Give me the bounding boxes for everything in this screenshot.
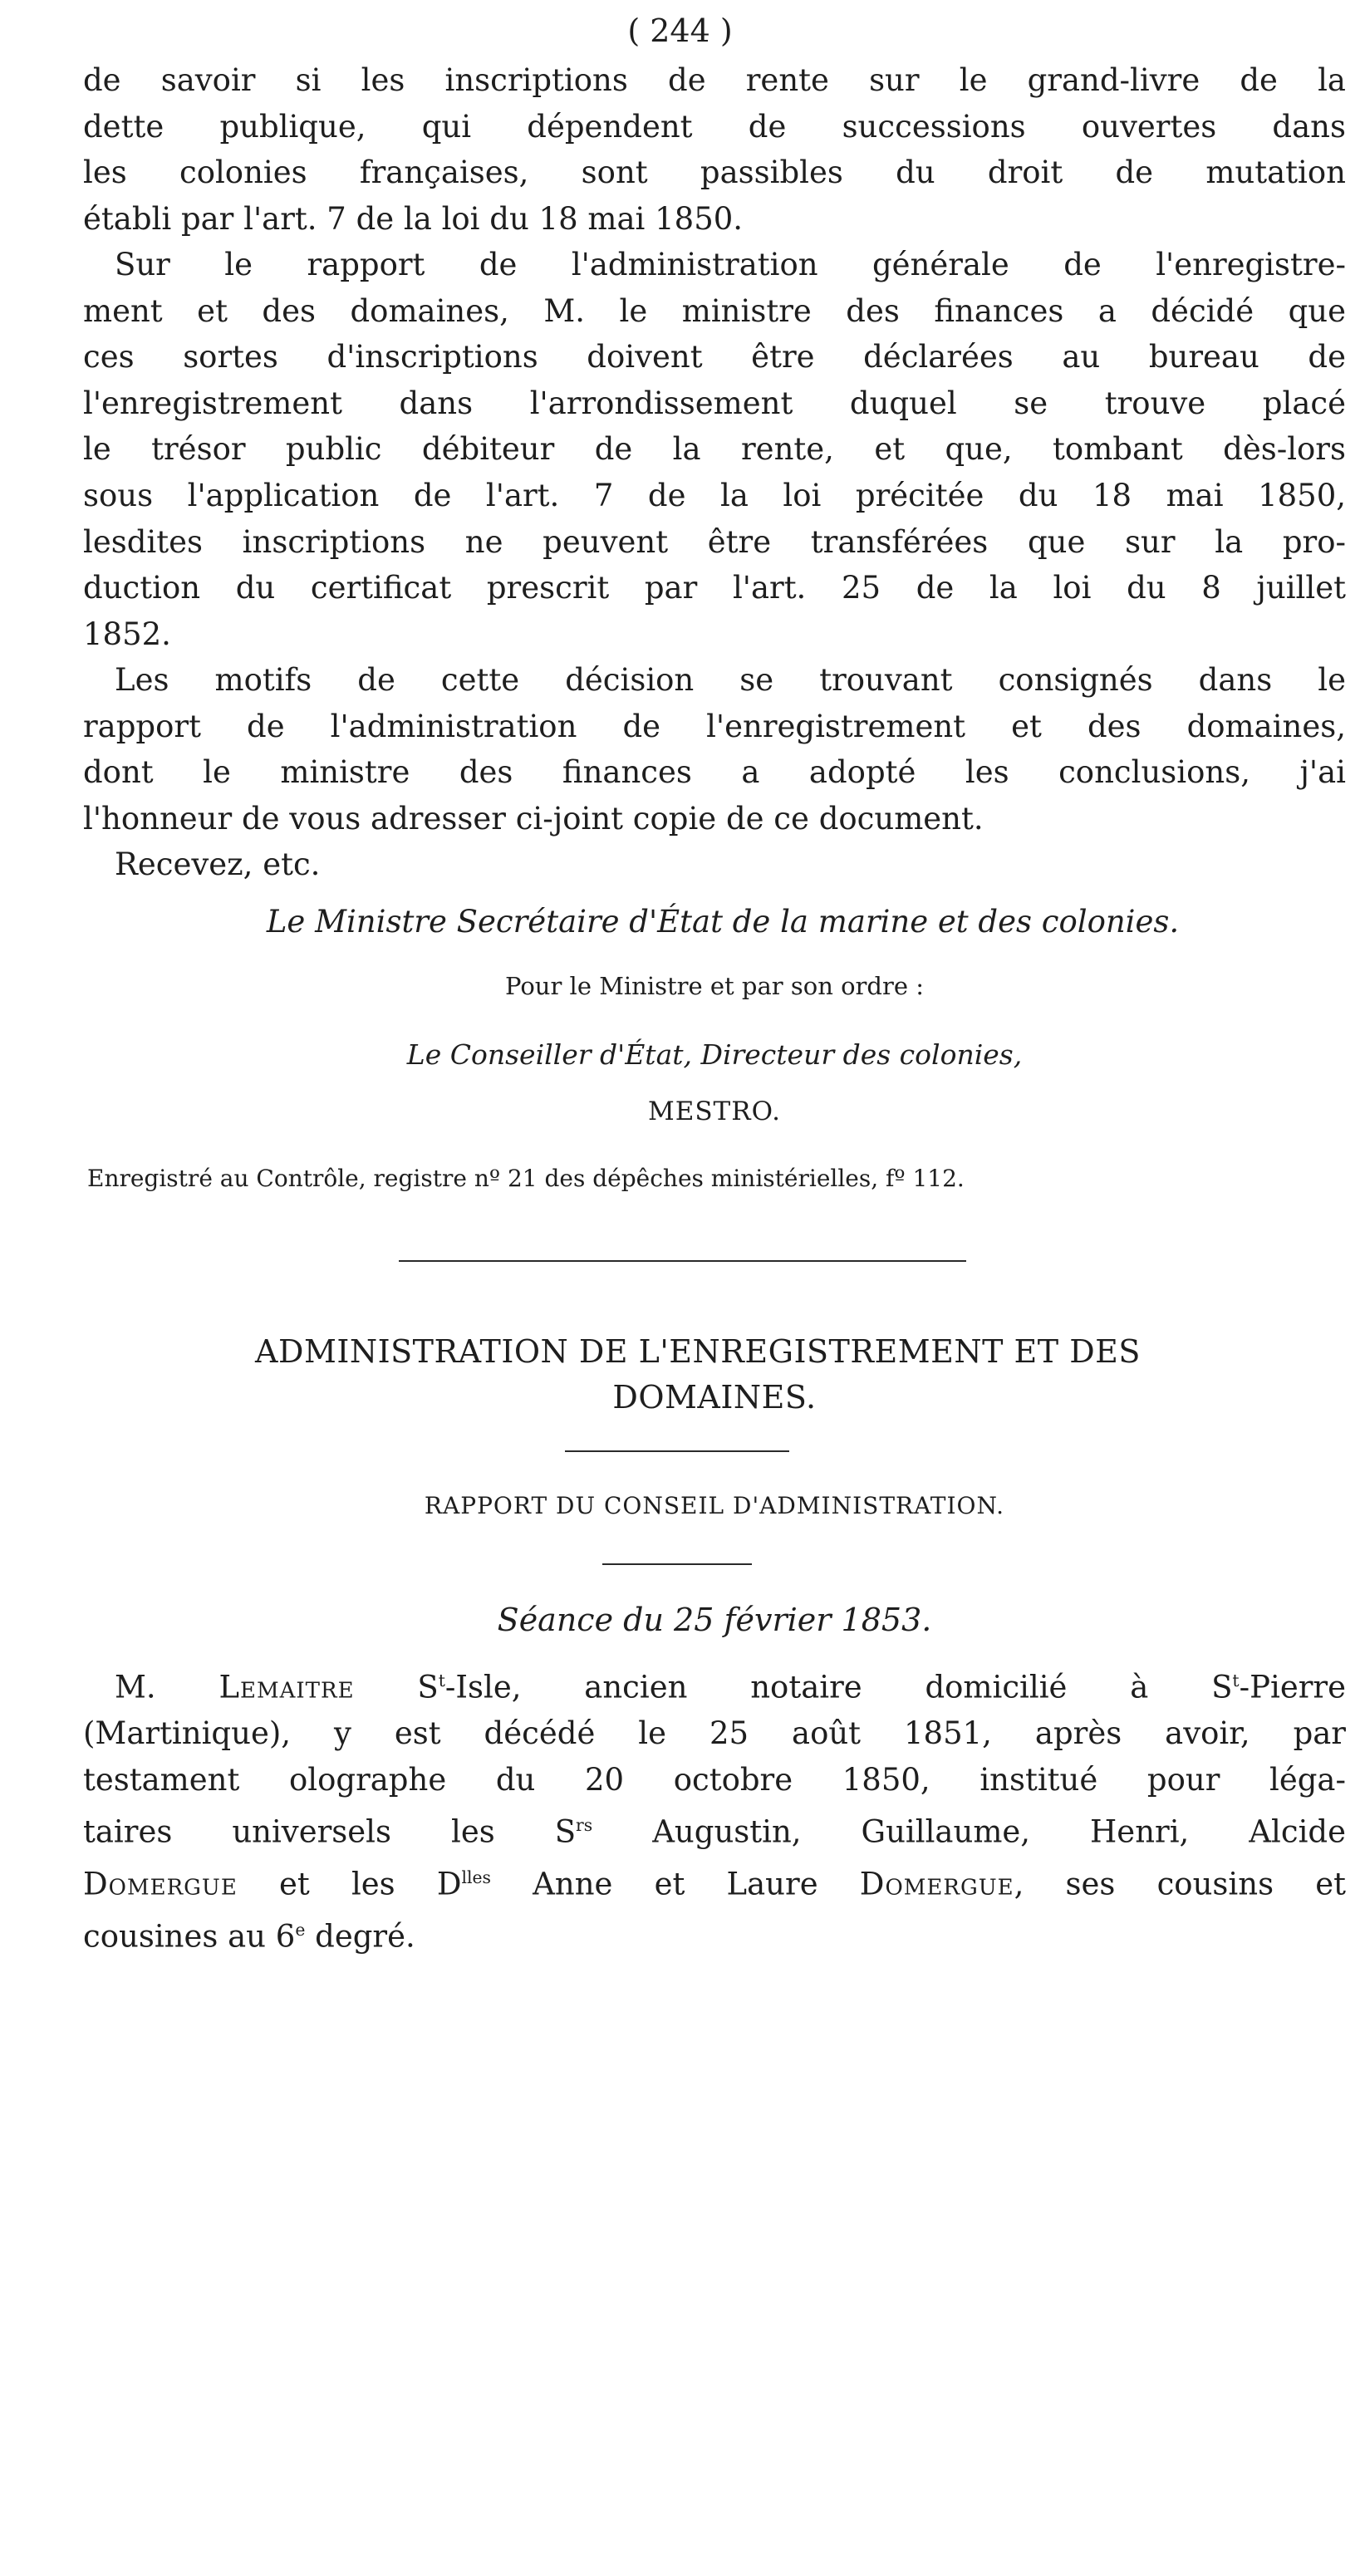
signature-conseiller: Le Conseiller d'État, Directeur des colonies, [406, 1038, 1023, 1071]
paragraph-decision [83, 242, 1346, 657]
text-run: S [354, 1669, 439, 1705]
signature-name: MESTRO. [647, 1097, 782, 1126]
paragraph-intro [83, 57, 1346, 242]
text-line: établi par l'art. 7 de la loi du 18 mai 1850. [83, 200, 744, 237]
text-line [83, 1907, 1346, 1960]
text-line: ces sortes d'inscriptions doivent être déclarées au bureau de [83, 339, 1346, 375]
section-heading-2 [83, 1379, 1346, 1416]
text-run: , ses cousins et [1014, 1866, 1346, 1902]
person-name: Domergue [859, 1866, 1014, 1902]
seance-date: Séance du 25 février 1853. [497, 1602, 932, 1638]
text-run: et les D [237, 1866, 462, 1902]
closing-line [83, 841, 1346, 888]
closing-text: Recevez, etc. [115, 846, 321, 882]
text-line: testament olographe du 20 octobre 1850, institué pour léga- [83, 1761, 1346, 1798]
text-line [83, 1855, 1346, 1907]
registration-text: Enregistré au Contrôle, registre nº 21 des dépêches ministérielles, fº 112. [87, 1165, 965, 1192]
text-line: Les motifs de cette décision se trouvant consignés dans le [115, 662, 1346, 698]
text-run: taires universels les S [83, 1813, 577, 1850]
text-run: Anne et Laure [491, 1866, 860, 1902]
text-line: Sur le rapport de l'administration générale de l'enregistre- [115, 247, 1346, 282]
paragraph-motives [83, 657, 1346, 841]
person-name: Lemaitre [218, 1669, 355, 1705]
text-line: les colonies françaises, sont passibles du droit de mutation [83, 155, 1346, 191]
signature-order: Pour le Ministre et par son ordre : [504, 972, 925, 1000]
person-name: Domergue [83, 1866, 238, 1902]
text-line [83, 1658, 1346, 1710]
separator-rule [399, 1260, 966, 1262]
subheading-wrap [83, 1492, 1346, 1519]
text-run: Augustin, Guillaume, Henri, Alcide [592, 1813, 1346, 1850]
text-run: degré. [305, 1918, 415, 1955]
text-line: dont le ministre des finances a adopté les conclusions, j'ai [83, 754, 1346, 791]
page-number: ( 244 ) [627, 12, 733, 49]
text-line: le trésor public débiteur de la rente, et que, tombant dès-lors [83, 431, 1346, 468]
registration-note [87, 1165, 1350, 1192]
text-line: rapport de l'administration de l'enregistrement et des domaines, [83, 708, 1346, 744]
superscript: t [1232, 1671, 1240, 1690]
superscript: t [438, 1671, 445, 1690]
text-line: de savoir si les inscriptions de rente sur le grand-livre de la [83, 62, 1346, 98]
text-line: l'enregistrement dans l'arrondissement duquel se trouve placé [83, 385, 1346, 421]
superscript: rs [576, 1815, 593, 1836]
minister-title: Le Ministre Secrétaire d'État de la marine et des colonies. [266, 904, 1180, 940]
text-line: 1852. [83, 616, 171, 652]
heading-line-2: DOMAINES. [612, 1379, 817, 1416]
signature-block [108, 893, 1338, 951]
superscript: e [295, 1919, 306, 1940]
heading-line-1: ADMINISTRATION DE L'ENREGISTREMENT ET DES [255, 1333, 1141, 1370]
text-run: , ancien notaire domicilié à S [511, 1669, 1233, 1705]
signature-conseiller-wrap [83, 1038, 1346, 1071]
text-line: ment et des domaines, M. le ministre des finances a décidé que [83, 292, 1346, 329]
seance-wrap [83, 1602, 1346, 1638]
text-line: (Martinique), y est décédé le 25 août 1851, après avoir, par [83, 1715, 1346, 1751]
text-run: M. [115, 1669, 219, 1705]
text-line: l'honneur de vous adresser ci-joint copie de ce document. [83, 800, 984, 837]
text-line [83, 1803, 1346, 1855]
text-line: dette publique, qui dépendent de successions ouvertes dans [83, 108, 1346, 145]
subheading: RAPPORT DU CONSEIL D'ADMINISTRATION. [424, 1492, 1005, 1519]
text-run: -Pierre [1239, 1669, 1347, 1705]
paragraph-lemaitre [83, 1658, 1346, 1960]
text-line: duction du certificat prescrit par l'art. 25 de la loi du 8 juillet [83, 570, 1346, 606]
text-line: sous l'application de l'art. 7 de la loi précitée du 18 mai 1850, [83, 477, 1346, 513]
separator-rule-small [602, 1563, 752, 1565]
text-run: cousines au 6 [83, 1918, 296, 1955]
section-heading [50, 1333, 1346, 1370]
superscript: lles [461, 1867, 491, 1888]
text-line: lesdites inscriptions ne peuvent être transférées que sur la pro- [83, 523, 1346, 560]
signature-order-wrap [83, 972, 1346, 1000]
text-run: -Isle [444, 1669, 512, 1705]
signature-name-wrap [83, 1097, 1346, 1126]
separator-rule-short [565, 1450, 789, 1452]
